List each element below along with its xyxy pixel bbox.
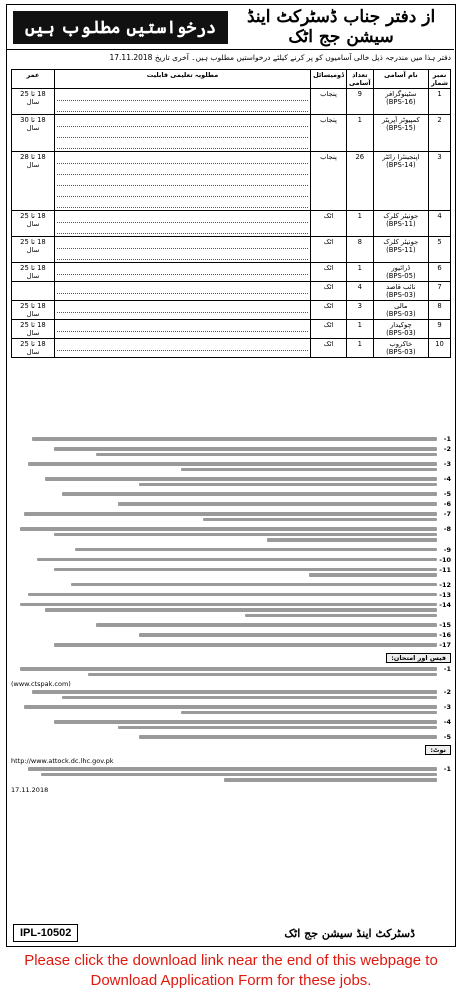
- job-row: [12, 152, 451, 211]
- note-item: 13-: [11, 591, 451, 599]
- job-post: [373, 211, 428, 237]
- note-item: 1-: [11, 665, 451, 678]
- job-post-name: سٹینوگرافر: [385, 90, 417, 98]
- job-age: 18 تا 30 سال: [12, 115, 55, 152]
- job-post: [373, 320, 428, 339]
- job-sr: 5: [429, 237, 451, 263]
- job-qualification: [54, 301, 310, 320]
- ad-notes: [11, 435, 451, 794]
- job-post: [373, 152, 428, 211]
- job-qualification: [54, 89, 310, 115]
- col-post: نام آسامی: [373, 70, 428, 89]
- notes-subhead-note: نوٹ:: [425, 745, 451, 755]
- job-count: 1: [346, 339, 373, 358]
- job-post: [373, 89, 428, 115]
- note-item: 6-: [11, 500, 451, 508]
- note-item: 15-: [11, 621, 451, 629]
- note-item: 3-: [11, 703, 451, 716]
- note-item: 11-: [11, 566, 451, 579]
- job-qualification: [54, 282, 310, 301]
- job-post-name: چوکیدار: [389, 321, 412, 329]
- jobs-table-header: [12, 70, 451, 89]
- court-website-link[interactable]: http://www.attock.dc.lhc.gov.pk: [11, 757, 114, 765]
- job-sr: 7: [429, 282, 451, 301]
- job-post: [373, 339, 428, 358]
- job-post: [373, 301, 428, 320]
- job-bps: (BPS-03): [386, 329, 416, 337]
- note-item: 4-: [11, 718, 451, 731]
- job-row: [12, 282, 451, 301]
- job-post: [373, 282, 428, 301]
- job-post-name: ڈرائیور: [391, 264, 411, 272]
- job-bps: (BPS-05): [386, 272, 416, 280]
- job-row: [12, 211, 451, 237]
- download-instruction: Please click the download link near the end of this webpage to Download Application Form for these jobs.: [24, 952, 438, 989]
- job-domicile: اٹک: [311, 211, 347, 237]
- job-qualification: [54, 237, 310, 263]
- job-row: [12, 339, 451, 358]
- job-bps: (BPS-11): [386, 246, 416, 254]
- job-post: [373, 115, 428, 152]
- col-qualification: مطلوبہ تعلیمی قابلیت: [54, 70, 310, 89]
- note-item: 10-: [11, 556, 451, 564]
- job-qualification: [54, 263, 310, 282]
- col-domicile: ڈومیسائل: [311, 70, 347, 89]
- job-post-name: جونیئر کلرک: [383, 238, 419, 246]
- job-post-name: کمپیوٹر آپریٹر: [381, 116, 420, 124]
- job-count: 1: [346, 263, 373, 282]
- note-item: 2-: [11, 688, 451, 701]
- job-row: [12, 263, 451, 282]
- job-sr: 10: [429, 339, 451, 358]
- job-age: [12, 282, 55, 301]
- job-domicile: اٹک: [311, 263, 347, 282]
- job-bps: (BPS-03): [386, 310, 416, 318]
- job-row: [12, 301, 451, 320]
- job-post: [373, 263, 428, 282]
- note-item: 14-: [11, 601, 451, 620]
- ad-title: درخواستیں مطلوب ہیں: [13, 11, 228, 44]
- job-post-name: نائب قاصد: [386, 283, 416, 291]
- job-age: 18 تا 25 سال: [12, 301, 55, 320]
- col-sr: نمبر شمار: [429, 70, 451, 89]
- job-domicile: اٹک: [311, 282, 347, 301]
- job-post-name: جونیئر کلرک: [383, 212, 419, 220]
- job-bps: (BPS-03): [386, 348, 416, 356]
- job-age: 18 تا 25 سال: [12, 339, 55, 358]
- col-age: عمر: [12, 70, 55, 89]
- note-item: 17-: [11, 641, 451, 649]
- job-post: [373, 237, 428, 263]
- ctspak-website-link[interactable]: (www.ctspak.com): [11, 680, 71, 688]
- ad-header: [7, 5, 454, 50]
- note-item: 1-: [11, 765, 451, 784]
- job-qualification: [54, 211, 310, 237]
- job-sr: 3: [429, 152, 451, 211]
- job-age: 18 تا 25 سال: [12, 237, 55, 263]
- note-item: 5-: [11, 733, 451, 741]
- job-domicile: پنجاب: [311, 115, 347, 152]
- job-sr: 6: [429, 263, 451, 282]
- job-domicile: پنجاب: [311, 89, 347, 115]
- job-post-name: مالی: [394, 302, 408, 310]
- job-post-name: اپنجینئرا رائٹر: [382, 153, 420, 161]
- job-qualification: [54, 115, 310, 152]
- job-bps: (BPS-16): [386, 98, 416, 106]
- ad-signature: ڈسٹرکٹ اینڈ سیشن جج اٹک: [284, 927, 415, 940]
- note-item: 16-: [11, 631, 451, 639]
- ad-intro: دفتر ہذا میں مندرجہ ذیل خالی آسامیوں کو پر کرنے کیلئے درخواستیں مطلوب ہیں۔ آخری تاریخ 17.11.2018: [109, 53, 451, 62]
- job-sr: 9: [429, 320, 451, 339]
- note-item: 5-: [11, 490, 451, 498]
- job-sr: 4: [429, 211, 451, 237]
- job-age: 18 تا 25 سال: [12, 211, 55, 237]
- job-row: [12, 320, 451, 339]
- jobs-table: [11, 69, 451, 358]
- job-count: 4: [346, 282, 373, 301]
- note-item: 2-: [11, 445, 451, 458]
- job-qualification: [54, 339, 310, 358]
- job-sr: 1: [429, 89, 451, 115]
- ad-reference-number: IPL-10502: [13, 924, 78, 942]
- note-item: 4-: [11, 475, 451, 488]
- job-count: 3: [346, 301, 373, 320]
- note-item: 1-: [11, 435, 451, 443]
- note-item: 8-: [11, 525, 451, 544]
- job-bps: (BPS-14): [386, 161, 416, 169]
- job-age: 18 تا 25 سال: [12, 89, 55, 115]
- job-domicile: پنجاب: [311, 152, 347, 211]
- job-domicile: اٹک: [311, 237, 347, 263]
- job-advertisement: [6, 4, 456, 947]
- job-row: [12, 237, 451, 263]
- job-age: 18 تا 25 سال: [12, 263, 55, 282]
- job-count: 1: [346, 211, 373, 237]
- job-age: 18 تا 28 سال: [12, 152, 55, 211]
- note-item: 3-: [11, 460, 451, 473]
- job-post-name: خاکروب: [389, 340, 413, 348]
- job-sr: 8: [429, 301, 451, 320]
- last-date: 17.11.2018: [11, 785, 49, 794]
- job-count: 26: [346, 152, 373, 211]
- job-count: 1: [346, 115, 373, 152]
- notes-subhead-fee: فیس اور امتحان:: [386, 653, 451, 663]
- note-item: 12-: [11, 581, 451, 589]
- job-bps: (BPS-11): [386, 220, 416, 228]
- job-domicile: اٹک: [311, 320, 347, 339]
- job-qualification: [54, 320, 310, 339]
- job-count: 8: [346, 237, 373, 263]
- job-sr: 2: [429, 115, 451, 152]
- job-bps: (BPS-03): [386, 291, 416, 299]
- job-age: 18 تا 25 سال: [12, 320, 55, 339]
- job-count: 9: [346, 89, 373, 115]
- job-row: [12, 115, 451, 152]
- job-qualification: [54, 152, 310, 211]
- note-item: 9-: [11, 546, 451, 554]
- job-domicile: اٹک: [311, 339, 347, 358]
- note-item: 7-: [11, 510, 451, 523]
- job-bps: (BPS-15): [386, 124, 416, 132]
- ad-issuer: از دفتر جناب ڈسٹرکٹ اینڈ سیشن جج اٹک: [246, 7, 436, 47]
- job-count: 1: [346, 320, 373, 339]
- col-count: تعداد آسامی: [346, 70, 373, 89]
- job-row: [12, 89, 451, 115]
- job-domicile: اٹک: [311, 301, 347, 320]
